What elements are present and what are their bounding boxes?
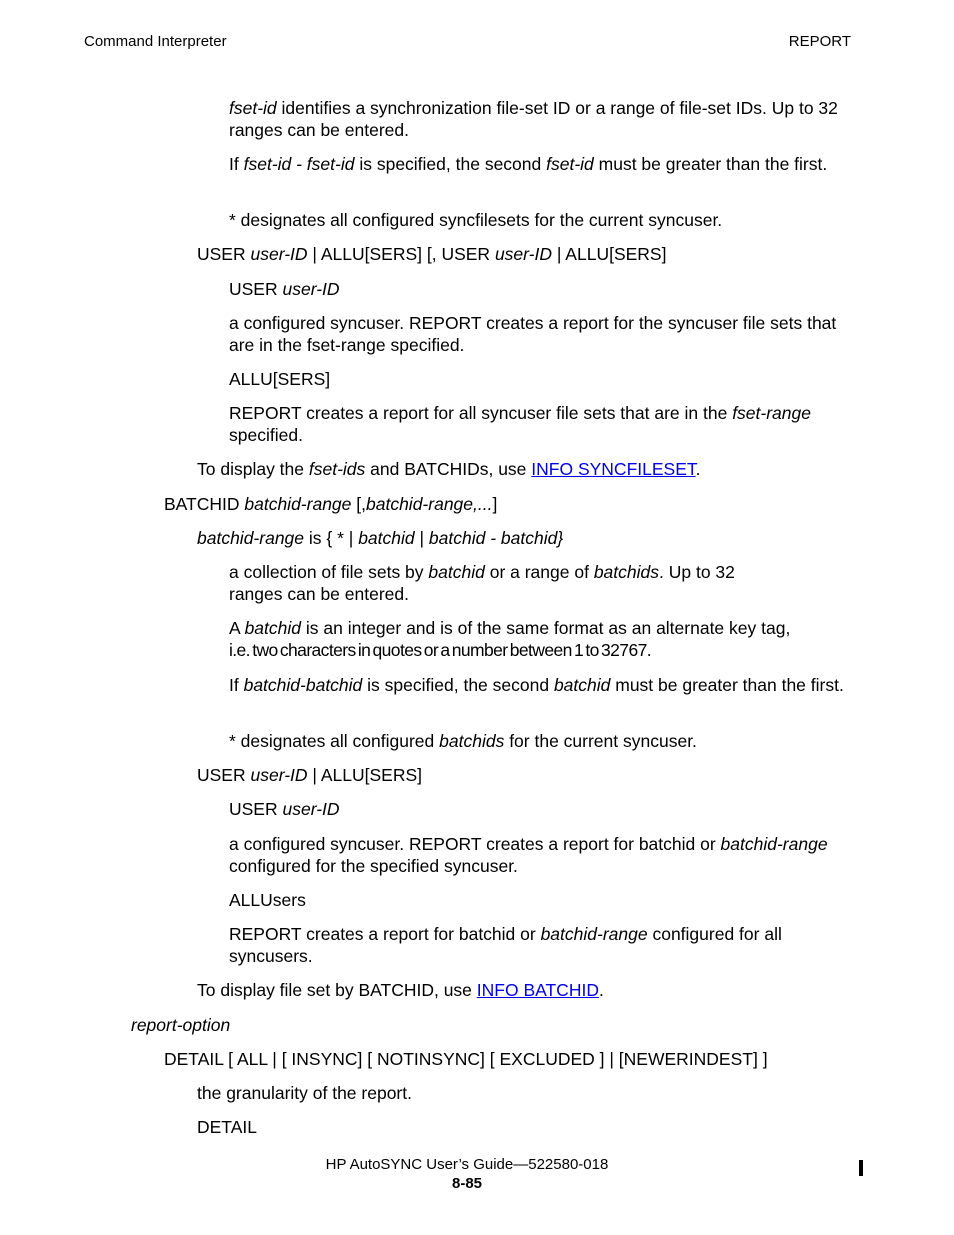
report-option-term: report-option	[131, 1015, 231, 1035]
user-id-description: a configured syncuser. REPORT creates a report for the syncuser file sets that are in the fset-range specified.	[229, 313, 837, 355]
page-header-right: REPORT	[788, 33, 851, 50]
user-syntax: USER user-ID | ALLU[SERS] [, USER user-ID | ALLU[SERS]	[197, 244, 667, 264]
batchid-collection-description: a collection of file sets by batchid or a range of batchids. Up to 32 ranges can be entered.	[229, 562, 735, 604]
change-bar	[859, 1160, 863, 1176]
batchid-user-id-term: USER user-ID	[229, 799, 340, 819]
detail-term: DETAIL	[197, 1117, 257, 1137]
fset-all-designation: * designates all configured syncfilesets for the current syncuser.	[229, 210, 723, 230]
footer-page-number: 8-85	[451, 1175, 483, 1192]
batchid-user-syntax: USER user-ID | ALLU[SERS]	[197, 765, 423, 785]
batchid-syntax: BATCHID batchid-range [,batchid-range,...]	[164, 494, 498, 514]
display-batchid-note: To display file set by BATCHID, use INFO BATCHID.	[197, 980, 604, 1000]
batchid-user-id-description: a configured syncuser. REPORT creates a report for batchid or batchid-range configured for the specified syncuser.	[229, 834, 828, 876]
page-header-left: Command Interpreter	[84, 33, 227, 50]
batchid-format-description: A batchid is an integer and is of the same format as an alternate key tag, i.e. two characters in quotes or a number between 1 to 32767.	[229, 618, 791, 660]
user-id-term: USER user-ID	[229, 279, 340, 299]
batchid-all-designation: * designates all configured batchids for the current syncuser.	[229, 731, 697, 751]
fset-id-range-rule: If fset-id - fset-id is specified, the second fset-id must be greater than the first.	[229, 154, 828, 174]
granularity-description: the granularity of the report.	[197, 1083, 412, 1103]
batchid-range-definition: batchid-range is { * | batchid | batchid - batchid}	[197, 528, 564, 548]
info-batchid-link[interactable]: INFO BATCHID	[476, 980, 599, 1000]
detail-syntax: DETAIL [ ALL | [ INSYNC] [ NOTINSYNC] [ EXCLUDED ] | [NEWERINDEST] ]	[164, 1049, 768, 1069]
allusers-term: ALLU[SERS]	[229, 369, 331, 389]
batchid-allusers-term: ALLUsers	[229, 890, 306, 910]
batchid-allusers-description: REPORT creates a report for batchid or batchid-range configured for all syncusers.	[229, 924, 782, 966]
allusers-description: REPORT creates a report for all syncuser file sets that are in the fset-range specified.	[229, 403, 811, 445]
display-fset-ids-note: To display the fset-ids and BATCHIDs, use INFO SYNCFILESET.	[197, 459, 701, 479]
batchid-range-rule: If batchid-batchid is specified, the second batchid must be greater than the first.	[229, 675, 844, 695]
footer-title: HP AutoSYNC User’s Guide—522580-018	[325, 1156, 609, 1173]
fset-id-description: fset-id identifies a synchronization file-set ID or a range of file-set IDs. Up to 32 ranges can be entered.	[229, 98, 838, 140]
info-syncfileset-link[interactable]: INFO SYNCFILESET	[531, 459, 696, 479]
